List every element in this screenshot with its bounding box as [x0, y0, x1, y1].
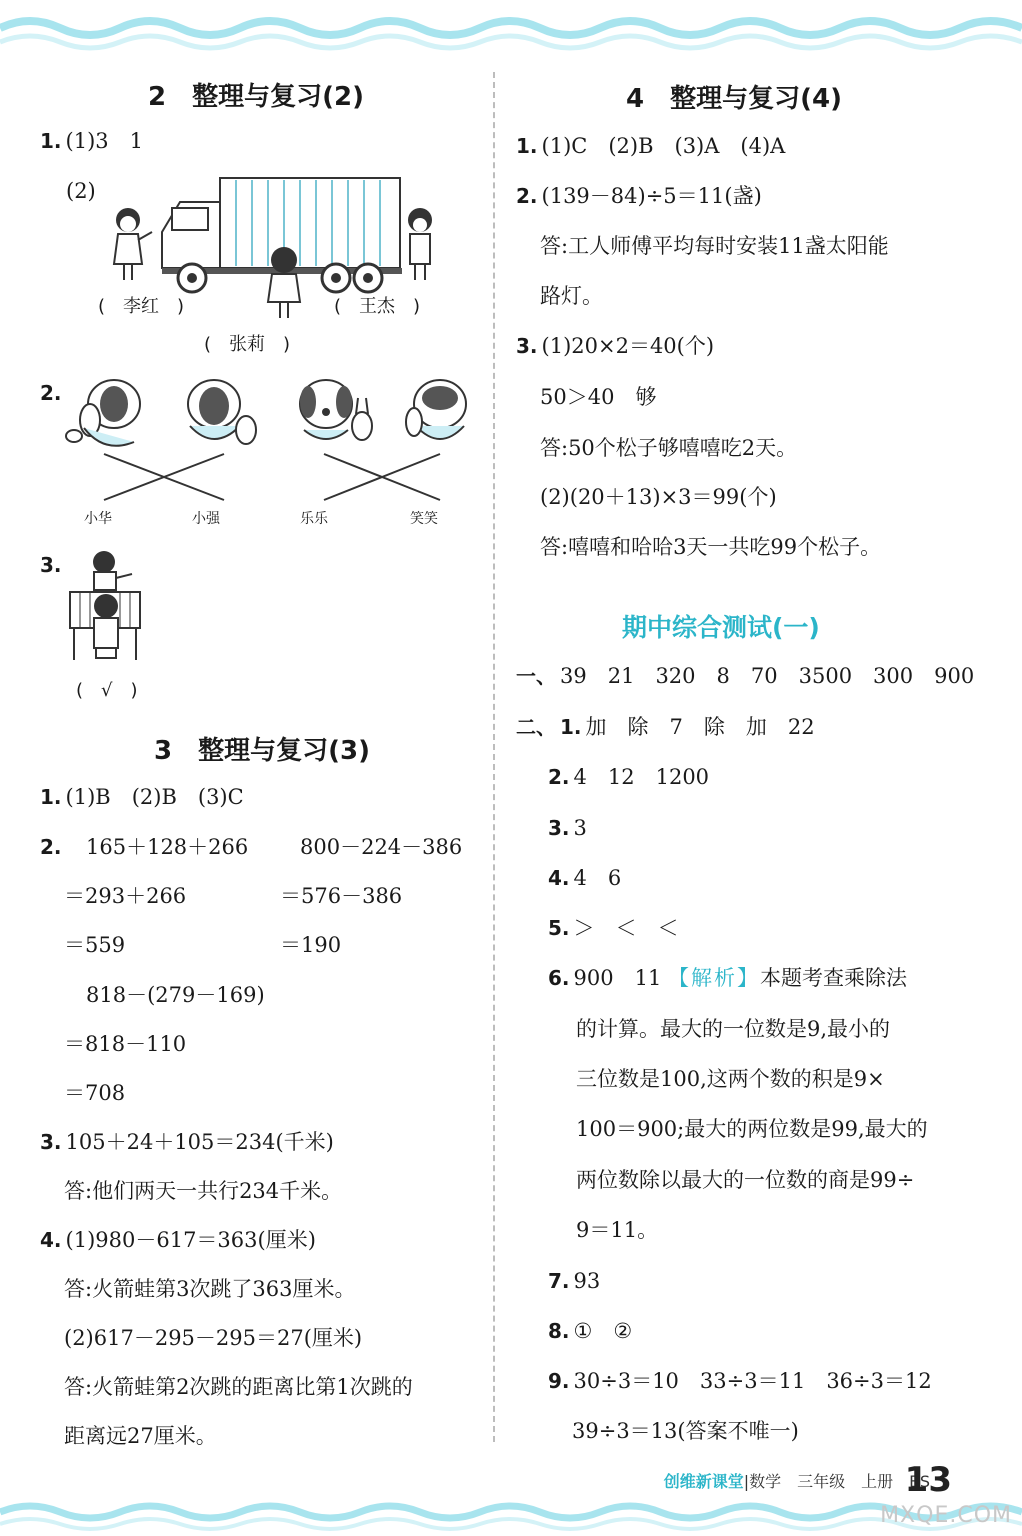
name-xiaoxiao: 笑笑 [410, 511, 438, 527]
calc-2-line-1: 800－224－386 [300, 835, 463, 859]
s3-q4-answer-2b: 距离远27厘米。 [64, 1424, 217, 1448]
section-3-title: 3 整理与复习(3) [154, 736, 370, 766]
mid-item8: 8. ① ② [548, 1319, 633, 1343]
analysis-tag: 【解析】 [668, 966, 761, 990]
calc-3-line-2: ＝818－110 [64, 1032, 187, 1056]
calc-3-line-3: ＝708 [64, 1081, 126, 1105]
s3-q4-part2: (2)617－295－295＝27(厘米) [64, 1326, 363, 1350]
name-lele: 乐乐 [300, 511, 328, 527]
s2-q1-part2: (2) [66, 179, 96, 203]
mid-item9-line2: 39÷3＝13(答案不唯一) [572, 1419, 799, 1443]
s3-q4-answer-2a: 答:火箭蛙第2次跳的距离比第1次跳的 [64, 1375, 413, 1399]
mid-item3: 3. 3 [548, 816, 587, 840]
s4-q2-answer-1: 答:工人师傅平均每时安装11盏太阳能 [540, 234, 889, 258]
calc-1-line-1: 165＋128＋266 [86, 835, 249, 859]
page-footer [664, 1469, 930, 1492]
s4-q3-line: 3. (1)20×2＝40(个) [516, 334, 715, 358]
mid-item6-line3: 三位数是100,这两个数的积是9× [576, 1067, 885, 1091]
s4-q3-compare: 50＞40 够 [540, 385, 657, 409]
s3-q3-line: 3. 105＋24＋105＝234(千米) [40, 1130, 334, 1154]
calc-1-line-3: ＝559 [64, 933, 126, 957]
s4-q2-line: 2. (139－84)÷5＝11(盏) [516, 184, 762, 208]
s3-q4-answer-1: 答:火箭蛙第3次跳了363厘米。 [64, 1277, 356, 1301]
s4-q1-line: 1. (1)C (2)B (3)A (4)A [516, 134, 786, 158]
mid-item6-line2: 的计算。最大的一位数是9,最小的 [576, 1017, 891, 1041]
calc-2-line-2: ＝576－386 [280, 884, 403, 908]
mid-item6-line6: 9＝11。 [576, 1218, 659, 1242]
mid-item4: 4. 4 6 [548, 866, 622, 890]
mid-item7: 7. 93 [548, 1269, 601, 1293]
section-4-title: 4 整理与复习(4) [626, 84, 842, 114]
column-divider [493, 72, 495, 1442]
section-2-title: 2 整理与复习(2) [148, 82, 364, 112]
s4-q3-answer-2: 答:嘻嘻和哈哈3天一共吃99个松子。 [540, 535, 882, 559]
mid-item9: 9. 30÷3＝10 33÷3＝11 36÷3＝12 [548, 1369, 932, 1393]
q3-check-mark: ( √ ) [76, 680, 138, 701]
bottom-wave-decoration [0, 1486, 1022, 1536]
calc-3-line-1: 818－(279－169) [86, 983, 265, 1007]
calc-2-line-3: ＝190 [280, 933, 342, 957]
mid-item2: 2. 4 12 1200 [548, 765, 710, 789]
s2-q1-line: 1. (1)3 1 [40, 129, 143, 153]
s4-q3-answer-1: 答:50个松子够嘻嘻吃2天。 [540, 436, 798, 460]
s4-q3-part2: (2)(20＋13)×3＝99(个) [540, 485, 777, 509]
toy-group-2 [188, 380, 256, 444]
s3-q4-line: 4. (1)980－617＝363(厘米) [40, 1228, 316, 1252]
mid-item6-head: 6. 900 11 【解析】本题考查乘除法 [548, 966, 908, 990]
s2-q2-num: 2. [40, 381, 62, 405]
mid-item6-line5: 两位数除以最大的一位数的商是99÷ [576, 1168, 915, 1192]
top-wave-decoration [0, 0, 1022, 60]
piano-view-illustration [66, 548, 166, 668]
label-li-hong: ( 李红 ) [98, 296, 185, 317]
s3-q1-line: 1. (1)B (2)B (3)C [40, 785, 244, 809]
calc-1-line-2: ＝293＋266 [64, 884, 187, 908]
toy-group-3 [300, 380, 372, 440]
toy-group-1 [66, 380, 140, 446]
s3-q3-answer: 答:他们两天一共行234千米。 [64, 1179, 343, 1203]
footer-brand: 创维新课堂 [663, 1472, 744, 1491]
s3-q2-num: 2. [40, 835, 62, 859]
page-number: 13 [904, 1460, 952, 1500]
label-wang-jie: ( 王杰 ) [334, 296, 421, 317]
name-xiaohua: 小华 [84, 511, 112, 527]
mid-part2-item1: 二、 1. 加 除 7 除 加 22 [516, 715, 815, 739]
mid-item6-line4: 100＝900;最大的两位数是99,最大的 [576, 1117, 928, 1141]
toy-group-4 [406, 380, 466, 439]
s4-q2-answer-2: 路灯。 [540, 284, 603, 308]
toys-matching-illustration [64, 376, 484, 506]
mid-item5: 5. ＞ ＜ ＜ [548, 916, 679, 940]
label-zhang-li: ( 张莉 ) [204, 334, 291, 355]
watermark: MXQE.COM [880, 1503, 1012, 1528]
midterm-test-title: 期中综合测试(一) [622, 613, 820, 642]
mid-part1-line: 一、 39 21 320 8 70 3500 300 900 [516, 664, 975, 688]
s2-q3-num: 3. [40, 553, 62, 577]
name-xiaoqiang: 小强 [192, 511, 220, 527]
footer-info: |数学 三年级 上册 BS [743, 1472, 930, 1491]
